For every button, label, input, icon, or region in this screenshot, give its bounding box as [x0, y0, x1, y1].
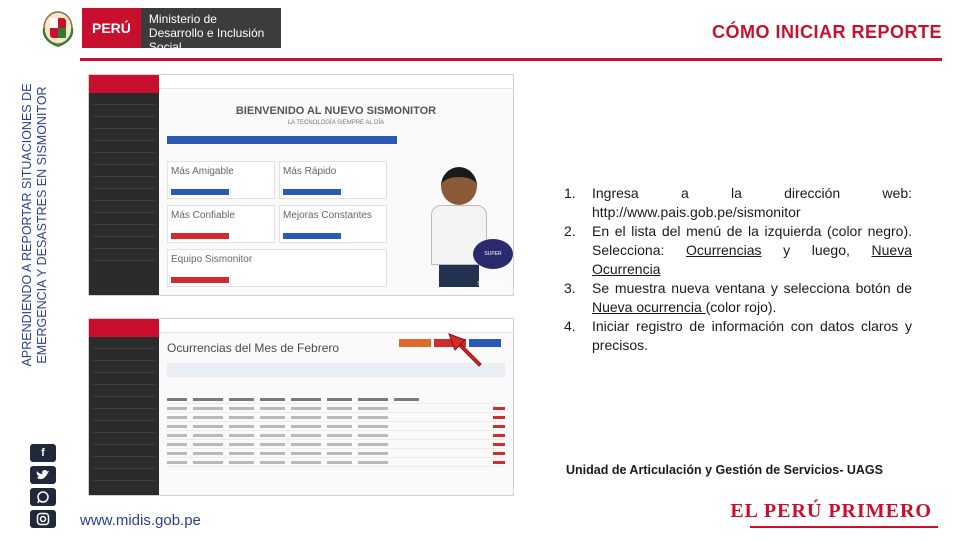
mascot-badge: SUPER SISMONITOR: [473, 239, 513, 269]
feature-card: Más Confiable: [167, 205, 275, 243]
report-button[interactable]: [399, 339, 431, 347]
table-row[interactable]: [167, 449, 505, 458]
feature-card: Más Amigable: [167, 161, 275, 199]
unit-label: Unidad de Articulación y Gestión de Servicios- UAGS: [566, 463, 883, 477]
mascot-illustration: [423, 167, 495, 287]
table-header: [167, 395, 505, 404]
instructions-list: [564, 184, 912, 355]
table-row[interactable]: [167, 413, 505, 422]
feature-card: Mejoras Constantes: [279, 205, 387, 243]
table-row[interactable]: [167, 440, 505, 449]
screenshot-main: [159, 89, 513, 295]
ministry-label: Ministerio de Desarrollo e Inclusión Social: [141, 8, 281, 48]
occurrences-title: Ocurrencias del Mes de Febrero: [167, 341, 340, 355]
screenshot-sidebar: [89, 75, 159, 295]
table-row[interactable]: [167, 404, 505, 413]
peru-label: PERÚ: [82, 8, 141, 48]
screenshot-sidebar: [89, 319, 159, 495]
info-bar: [167, 136, 397, 144]
instagram-icon[interactable]: [30, 510, 56, 528]
screenshot-welcome: [88, 74, 514, 296]
table-row[interactable]: [167, 431, 505, 440]
social-icons: [30, 444, 56, 528]
whatsapp-icon[interactable]: [30, 488, 56, 506]
facebook-icon[interactable]: f: [30, 444, 56, 462]
instruction-item: 1. Ingresa a la dirección web: http://www.pais.gob.pe/sismonitor: [564, 185, 912, 220]
welcome-tagline: LA TECNOLOGÍA SIEMPRE AL DÍA: [287, 120, 385, 126]
page-title: CÓMO INICIAR REPORTE: [711, 22, 942, 42]
instruction-item: 2. En el lista del menú de la izquierda (color negro). Selecciona: Ocurrencias y luego, Nueva Ocurrencia: [564, 223, 912, 277]
slogan-logo: EL PERÚ PRIMERO: [730, 500, 932, 522]
side-title: APRENDIENDO A REPORTAR SITUACIONES DE EMERGENCIA Y DESASTRES EN SISMONITOR: [20, 83, 49, 367]
occurrences-table: [167, 395, 505, 467]
header-divider: [80, 58, 942, 61]
feature-card: Más Rápido: [279, 161, 387, 199]
instruction-item: 3. Se muestra nueva ventana y selecciona botón de Nueva ocurrencia (color rojo).: [564, 280, 912, 315]
welcome-heading: BIENVENIDO AL NUEVO SISMONITOR: [235, 105, 437, 117]
feature-card: Equipo Sismonitor: [167, 249, 387, 287]
red-arrow-icon: [445, 330, 485, 370]
instruction-item: 4. Iniciar registro de información con datos claros y precisos.: [564, 318, 912, 353]
twitter-icon[interactable]: [30, 466, 56, 484]
slogan-underline: [750, 526, 938, 528]
midis-logo: [40, 8, 281, 54]
coat-of-arms-icon: [40, 8, 76, 48]
table-row[interactable]: [167, 458, 505, 467]
website-link[interactable]: www.midis.gob.pe: [80, 512, 201, 529]
screenshot-topbar: [159, 75, 513, 89]
table-row[interactable]: [167, 422, 505, 431]
